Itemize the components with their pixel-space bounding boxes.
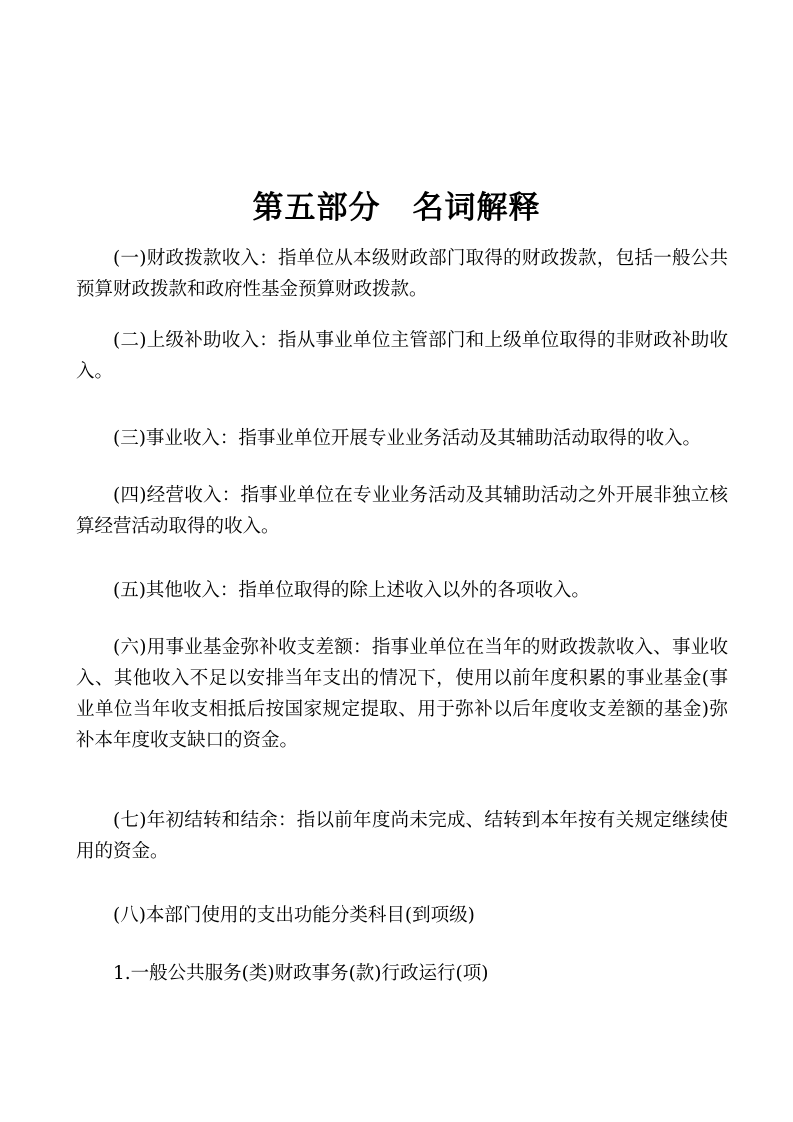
section-expenditure-classification: (八)本部门使用的支出功能分类科目(到项级): [113, 905, 475, 926]
definition-business-fund-offset: (六)用事业基金弥补收支差额：指事业单位在当年的财政拨款收入、事业收入、其他收入不足以安排当年支出的情况下，使用以前年度积累的事业基金(事业单位当年收支相抵后按国家规定提取、用于弥补以后年度收支差额的基金)弥补本年度收支缺口的资金。: [76, 637, 728, 751]
definition-fiscal-appropriation-income: (一)财政拨款收入：指单位从本级财政部门取得的财政拨款，包括一般公共预算财政拨款和政府性基金预算财政拨款。: [76, 248, 728, 300]
definition-operating-income: (四)经营收入：指事业单位在专业业务活动及其辅助活动之外开展非独立核算经营活动取得的收入。: [76, 485, 728, 537]
definition-other-income: (五)其他收入：指单位取得的除上述收入以外的各项收入。: [113, 580, 590, 601]
definition-business-income: (三)事业收入：指事业单位开展专业业务活动及其辅助活动取得的收入。: [113, 428, 701, 449]
definition-superior-subsidy-income: (二)上级补助收入：指从事业单位主管部门和上级单位取得的非财政补助收入。: [76, 330, 728, 382]
definition-carryover-balance: (七)年初结转和结余：指以前年度尚未完成、结转到本年按有关规定继续使用的资金。: [76, 810, 728, 862]
list-item-expenditure-subject: 1.一般公共服务(类)财政事务(款)行政运行(项): [113, 963, 489, 984]
page-title: 第五部分 名词解释: [252, 190, 541, 226]
